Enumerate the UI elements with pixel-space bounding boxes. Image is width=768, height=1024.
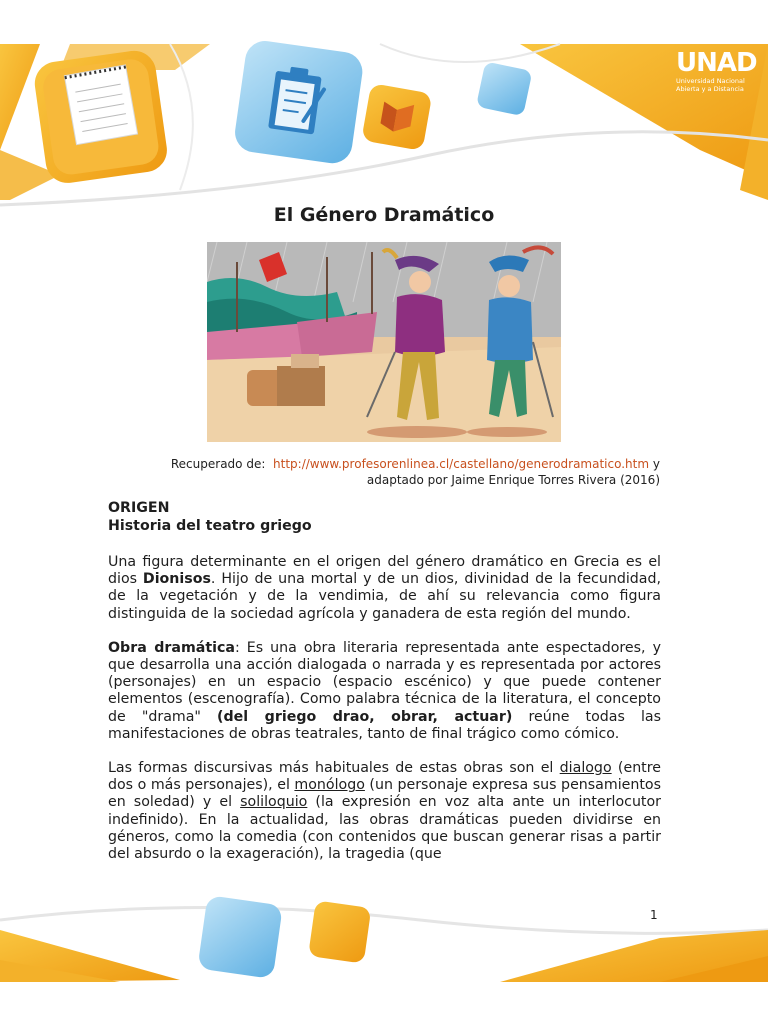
para2-bold-etymology: (del griego drao, obrar, actuar) [217,708,513,725]
para2-bold-term: Obra dramática [108,639,235,656]
source-link[interactable]: http://www.profesorenlinea.cl/castellano/generodramatico.htm [273,457,650,471]
page-number: 1 [650,908,658,922]
paragraph-formas-discursivas [108,760,661,863]
para1-text-2: . Hijo de una mortal y de un dios, divinidad de la fecundidad, de la vegetación y de la vendimia, de ahí su relevancia como figura distinguida de la sociedad agrícola y ganadera de esta región del mundo. [108,571,661,622]
section-heading: ORIGEN [108,500,170,516]
para3-text-3: (un personaje expresa sus pensamientos en soledad) y el [108,777,661,811]
para3-term-dialogo: dialogo [559,760,612,777]
document-body [108,500,661,863]
paragraph-origin [108,554,661,623]
caption-suffix: y [652,457,660,471]
para2-text-2: reúne todas las manifestaciones de obras teatrales, tanto de final trágico como cómico. [108,708,661,742]
logo-subtitle: Universidad Nacional Abierta y a Distancia [676,77,745,93]
para1-bold-dionisos: Dionisos [142,571,211,588]
image-caption [108,456,660,488]
para3-text-4: (la expresión en voz alta ante un interlocutor indefinido). En la actualidad, las obras dramáticas pueden dividirse en géneros, como la comedia (con contenidos que buscan generar risas a partir del absurdo o la exageración), la tragedia (que [108,794,662,863]
caption-author: adaptado por Jaime Enrique Torres Rivera (2016) [366,473,660,487]
para3-text-1: Las formas discursivas más habituales de estas obras son el [108,760,560,777]
para3-term-soliloquio: soliloquio [240,794,308,811]
unad-logo [676,50,760,93]
caption-prefix: Recuperado de: [170,457,266,471]
document-title: El Género Dramático [273,204,495,226]
para3-text-2: (entre dos o más personajes), el [108,760,661,794]
para1-text-1: Una figura determinante en el origen del género dramático en Grecia es el dios [108,554,661,588]
para2-text-1: : Es una obra literaria representada ante espectadores, y que desarrolla una acción dialogada o narrada y es representada por actores (personajes) en un espacio (espacio escénico) y que puede contener elementos (escenografía). Como palabra técnica de la literatura, el concepto de "drama" [108,639,661,725]
footer-banner [0,860,768,1024]
theatre-illustration [207,242,561,442]
section-subheading: Historia del teatro griego [108,517,312,534]
paragraph-obra-dramatica [108,640,661,743]
logo-wordmark: UNAD [676,48,757,78]
para3-term-monologo: monólogo [294,777,365,794]
header-banner [0,0,768,215]
notepad-icon [64,65,137,145]
